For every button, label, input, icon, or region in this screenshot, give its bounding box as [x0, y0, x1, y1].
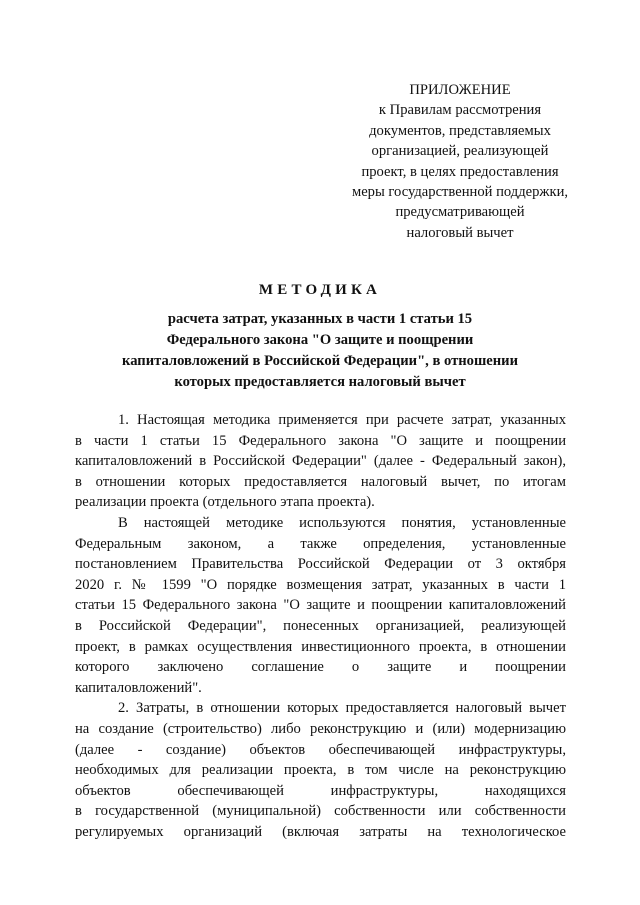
appendix-line: организацией, реализующей [371, 143, 549, 160]
paragraph-3-line: (далее - создание) объектов обеспечивающей инфраструктуры, [75, 741, 566, 758]
paragraph-2-line: В настоящей методике используются понятия, установленные [118, 514, 566, 531]
paragraph-3-line: объектов обеспечивающей инфраструктуры, находящихся [75, 782, 566, 799]
subtitle-line: Федерального закона "О защите и поощрении [166, 332, 474, 348]
paragraph-2-line: постановлением Правительства Российской Федерации от 3 октября [75, 556, 566, 573]
paragraph-2-line: Федеральным законом, а также определения, установленные [75, 535, 566, 552]
appendix-line: проект, в целях предоставления [361, 163, 559, 180]
appendix-line: к Правилам рассмотрения [378, 102, 542, 119]
paragraph-3-line: 2. Затраты, в отношении которых предоставляется налоговый вычет [118, 700, 566, 717]
paragraph-2-line: 2020 г. № 1599 "О порядке возмещения затрат, указанных в части 1 [75, 576, 566, 593]
subtitle-line: расчета затрат, указанных в части 1 статьи 15 [167, 311, 473, 327]
appendix-heading: ПРИЛОЖЕНИЕ [409, 82, 511, 98]
appendix-line: предусматривающей [395, 204, 525, 221]
paragraph-3-line: в государственной (муниципальной) собственности или собственности [75, 803, 566, 820]
paragraph-2-line: которого заключено соглашение о защите и поощрении [75, 659, 566, 676]
appendix-line: документов, представляемых [369, 122, 551, 139]
paragraph-3-line: регулируемых организаций (включая затраты на технологическое [75, 823, 566, 840]
appendix-line: меры государственной поддержки, [351, 184, 569, 201]
paragraph-1-line: в отношении которых предоставляется налоговый вычет, по итогам [75, 473, 566, 490]
document-body [75, 410, 566, 842]
paragraph-3-line: необходимых для реализации проекта, в том числе на реконструкцию [75, 762, 566, 779]
paragraph-1-line: реализации проекта (отдельного этапа проекта). [75, 494, 375, 511]
subtitle-line: капиталовложений в Российской Федерации", в отношении [122, 353, 518, 369]
paragraph-2-line: в Российской Федерации", понесенных организацией, реализующей [75, 617, 566, 634]
appendix-block [330, 80, 590, 243]
paragraph-2-line: статьи 15 Федерального закона "О защите и поощрении капиталовложений [75, 597, 566, 614]
subtitle-line: которых предоставляется налоговый вычет [174, 374, 466, 390]
document-subtitle [0, 309, 640, 393]
paragraph-1-line: капиталовложений в Российской Федерации" (далее - Федеральный закон), [75, 453, 566, 470]
paragraph-2-line: проект, в рамках осуществления инвестиционного проекта, в отношении [75, 638, 566, 655]
paragraph-3-line: на создание (строительство) либо реконструкцию и (или) модернизацию [75, 720, 566, 737]
paragraph-2-line: капиталовложений". [75, 679, 202, 696]
document-title: МЕТОДИКА [258, 282, 382, 298]
appendix-line: налоговый вычет [406, 224, 514, 241]
paragraph-1-line: в части 1 статьи 15 Федерального закона "О защите и поощрении [75, 432, 566, 449]
paragraph-1-line: 1. Настоящая методика применяется при расчете затрат, указанных [118, 412, 566, 428]
